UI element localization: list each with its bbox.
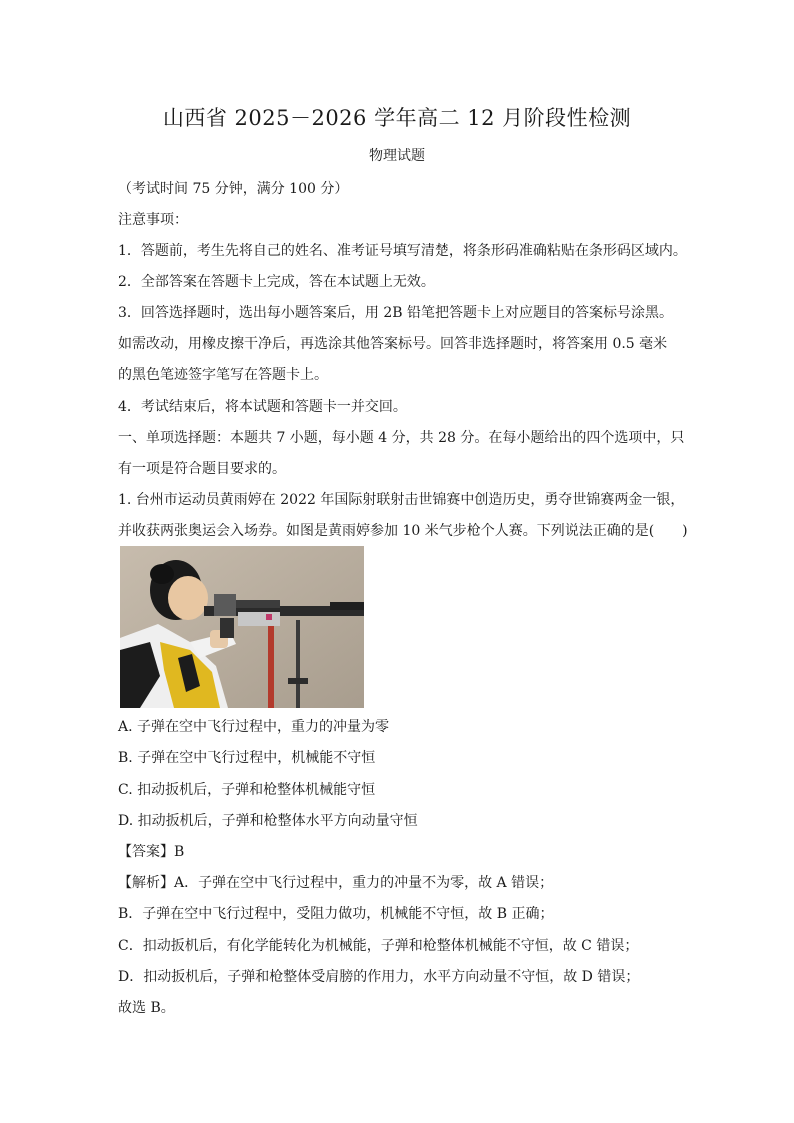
note-item: 的黑色笔迹签字笔写在答题卡上。 — [118, 367, 328, 383]
shooter-photo-illustration — [120, 546, 364, 708]
notes-heading: 注意事项： — [118, 212, 188, 228]
shooter-photo — [120, 546, 364, 708]
page-subtitle: 物理试题 — [369, 148, 425, 164]
option-a: A. 子弹在空中飞行过程中，重力的冲量为零 — [118, 719, 390, 735]
note-item: 2．全部答案在答题卡上完成，答在本试题上无效。 — [118, 274, 435, 290]
note-item: 4．考试结束后，将本试题和答题卡一并交回。 — [118, 399, 407, 415]
option-b: B. 子弹在空中飞行过程中，机械能不守恒 — [118, 750, 376, 766]
page-title: 山西省 2025－2026 学年高二 12 月阶段性检测 — [162, 106, 632, 130]
rifle-detail — [266, 614, 272, 620]
note-item: 1．答题前，考生先将自己的姓名、准考证号填写清楚，将条形码准确粘贴在条形码区域内。 — [118, 243, 687, 259]
note-item: 如需改动，用橡皮擦干净后，再选涂其他答案标号。回答非选择题时，将答案用 0.5 毫米 — [118, 336, 668, 352]
exam-info: （考试时间 75 分钟，满分 100 分） — [118, 181, 349, 197]
note-item: 3．回答选择题时，选出每小题答案后，用 2B 铅笔把答题卡上对应题目的答案标号涂黑。 — [118, 305, 674, 321]
analysis-line: D．扣动扳机后，子弹和枪整体受肩膀的作用力，水平方向动量不守恒，故 D 错误； — [118, 969, 640, 985]
shooter-face — [168, 576, 208, 620]
analysis-line: 【解析】A．子弹在空中飞行过程中，重力的冲量不为零，故 A 错误； — [118, 875, 554, 891]
answer-line: 【答案】B — [118, 844, 185, 860]
rifle-muzzle — [330, 602, 364, 610]
section-heading: 一、单项选择题：本题共 7 小题，每小题 4 分，共 28 分。在每小题给出的四个选项中，只 — [118, 430, 685, 446]
stand-pole — [296, 620, 300, 708]
hair-bun — [150, 564, 174, 584]
analysis-line: B．子弹在空中飞行过程中，受阻力做功，机械能不守恒，故 B 正确； — [118, 906, 554, 922]
rifle-body — [238, 612, 280, 626]
stand-clamp — [288, 678, 308, 684]
analysis-line: C．扣动扳机后，有化学能转化为机械能，子弹和枪整体机械能不守恒，故 C 错误； — [118, 938, 639, 954]
rifle-rear-sight — [214, 594, 236, 616]
option-d: D. 扣动扳机后，子弹和枪整体水平方向动量守恒 — [118, 813, 418, 829]
analysis-conclusion: 故选 B。 — [118, 1000, 175, 1016]
question-stem-cont: 并收获两张奥运会入场券。如图是黄雨婷参加 10 米气步枪个人赛。下列说法正确的是( ) — [118, 523, 688, 539]
rifle-stand — [268, 612, 274, 708]
question-stem: 1. 台州市运动员黄雨婷在 2022 年国际射联射击世锦赛中创造历史，勇夺世锦赛两金一银， — [118, 492, 685, 508]
section-heading-cont: 有一项是符合题目要求的。 — [118, 461, 286, 477]
option-c: C. 扣动扳机后，子弹和枪整体机械能守恒 — [118, 782, 376, 798]
rifle-grip — [220, 618, 234, 638]
